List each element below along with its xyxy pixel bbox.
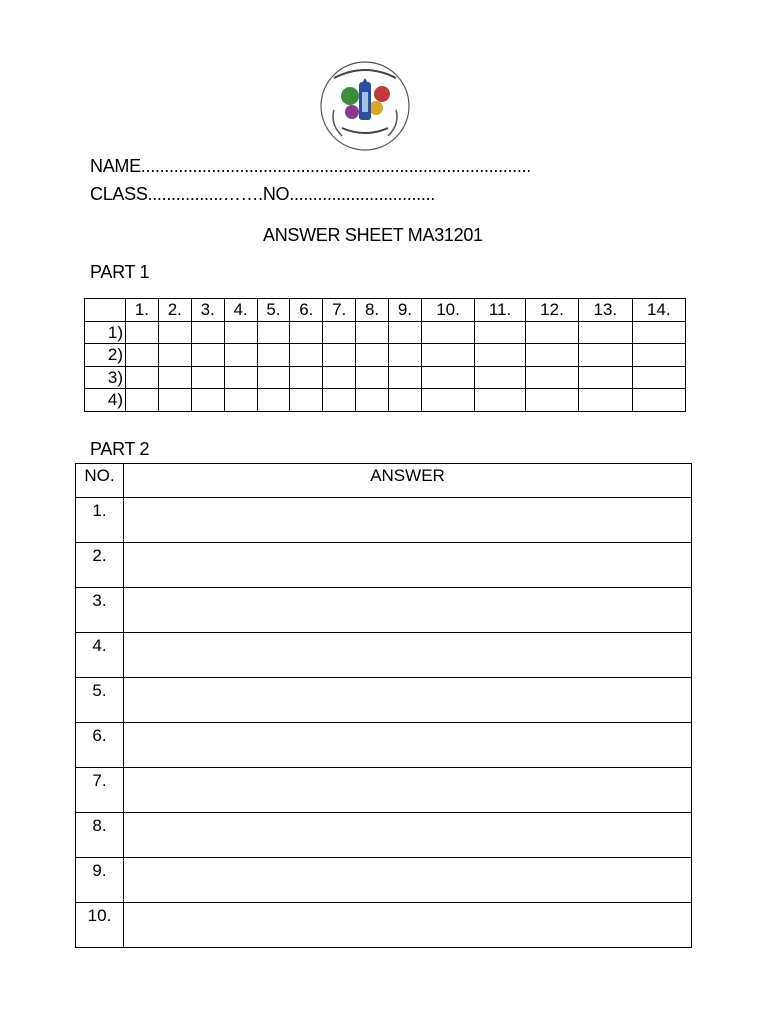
part1-col-header: 5. (257, 299, 290, 322)
part1-col-header: 2. (158, 299, 191, 322)
answer-cell[interactable] (158, 389, 191, 412)
part2-answer-cell[interactable] (124, 588, 692, 633)
answer-cell[interactable] (421, 389, 474, 412)
answer-cell[interactable] (525, 321, 578, 344)
answer-cell[interactable] (224, 321, 257, 344)
part2-label: PART 2 (90, 439, 150, 459)
part1-row (85, 344, 686, 367)
part2-row-number: 2. (76, 543, 124, 588)
part2-row (76, 813, 692, 858)
part2-row-number: 1. (76, 498, 124, 543)
answer-cell[interactable] (389, 344, 422, 367)
answer-cell[interactable] (632, 366, 685, 389)
answer-cell[interactable] (421, 321, 474, 344)
answer-cell[interactable] (579, 344, 632, 367)
answer-cell[interactable] (126, 389, 159, 412)
part1-col-header: 10. (421, 299, 474, 322)
answer-cell[interactable] (475, 321, 526, 344)
answer-cell[interactable] (191, 344, 224, 367)
school-logo (312, 58, 418, 158)
part1-col-header: 8. (356, 299, 389, 322)
answer-cell[interactable] (475, 389, 526, 412)
answer-cell[interactable] (290, 366, 323, 389)
part2-answer-cell[interactable] (124, 678, 692, 723)
part2-row-number: 10. (76, 903, 124, 948)
part2-row (76, 588, 692, 633)
part2-row (76, 543, 692, 588)
part1-row-label: 2) (85, 344, 126, 367)
answer-cell[interactable] (224, 366, 257, 389)
answer-cell[interactable] (257, 389, 290, 412)
part1-col-header: 13. (579, 299, 632, 322)
answer-cell[interactable] (126, 344, 159, 367)
answer-cell[interactable] (191, 366, 224, 389)
part1-row (85, 321, 686, 344)
part2-row-number: 5. (76, 678, 124, 723)
answer-cell[interactable] (290, 344, 323, 367)
part2-answer-cell[interactable] (124, 498, 692, 543)
part2-answer-cell[interactable] (124, 903, 692, 948)
part1-col-header: 9. (389, 299, 422, 322)
answer-cell[interactable] (290, 389, 323, 412)
part2-row (76, 678, 692, 723)
answer-cell[interactable] (579, 366, 632, 389)
answer-cell[interactable] (126, 366, 159, 389)
answer-cell[interactable] (525, 389, 578, 412)
answer-cell[interactable] (525, 366, 578, 389)
answer-cell[interactable] (323, 366, 356, 389)
part2-answer-cell[interactable] (124, 543, 692, 588)
part2-no-header: NO. (76, 464, 124, 498)
answer-cell[interactable] (158, 344, 191, 367)
answer-cell[interactable] (475, 344, 526, 367)
part2-row (76, 903, 692, 948)
part1-row (85, 366, 686, 389)
answer-cell[interactable] (632, 344, 685, 367)
answer-cell[interactable] (323, 321, 356, 344)
part2-row (76, 768, 692, 813)
part2-answer-cell[interactable] (124, 723, 692, 768)
name-label: NAME................................................................................... (90, 156, 531, 176)
part2-header-row (76, 464, 692, 498)
part1-row (85, 389, 686, 412)
part2-row-number: 9. (76, 858, 124, 903)
answer-cell[interactable] (579, 389, 632, 412)
part2-row-number: 3. (76, 588, 124, 633)
answer-cell[interactable] (525, 344, 578, 367)
class-no-field (90, 184, 435, 205)
name-field (90, 156, 531, 177)
answer-cell[interactable] (421, 344, 474, 367)
part2-answer-cell[interactable] (124, 633, 692, 678)
answer-cell[interactable] (632, 389, 685, 412)
answer-cell[interactable] (356, 366, 389, 389)
part1-col-header: 14. (632, 299, 685, 322)
class-label: CLASS................ (90, 184, 223, 204)
part2-answer-cell[interactable] (124, 813, 692, 858)
part1-col-header: 3. (191, 299, 224, 322)
answer-cell[interactable] (389, 389, 422, 412)
answer-cell[interactable] (158, 366, 191, 389)
part2-answer-cell[interactable] (124, 858, 692, 903)
part1-row-label: 3) (85, 366, 126, 389)
part1-col-header: 6. (290, 299, 323, 322)
part1-row-label: 4) (85, 389, 126, 412)
part1-row-label: 1) (85, 321, 126, 344)
part1-col-header: 11. (475, 299, 526, 322)
part2-answer-table (75, 463, 692, 948)
page-title: ANSWER SHEET MA31201 (263, 225, 483, 245)
answer-cell[interactable] (356, 344, 389, 367)
answer-cell[interactable] (257, 344, 290, 367)
part2-row-number: 6. (76, 723, 124, 768)
part2-row (76, 858, 692, 903)
answer-cell[interactable] (579, 321, 632, 344)
part2-row (76, 633, 692, 678)
answer-cell[interactable] (475, 366, 526, 389)
part1-col-header: 7. (323, 299, 356, 322)
class-dots: ……. (222, 184, 263, 204)
part1-header-row (85, 299, 686, 322)
answer-cell[interactable] (224, 389, 257, 412)
part1-label: PART 1 (90, 262, 150, 282)
answer-cell[interactable] (191, 389, 224, 412)
part2-row-number: 7. (76, 768, 124, 813)
answer-cell[interactable] (632, 321, 685, 344)
answer-cell[interactable] (356, 321, 389, 344)
answer-cell[interactable] (356, 389, 389, 412)
answer-cell[interactable] (323, 344, 356, 367)
part1-corner-cell (85, 299, 126, 322)
part2-answer-header: ANSWER (124, 464, 692, 498)
answer-cell[interactable] (389, 366, 422, 389)
part2-row (76, 723, 692, 768)
part1-col-header: 12. (525, 299, 578, 322)
part1-col-header: 4. (224, 299, 257, 322)
answer-cell[interactable] (257, 321, 290, 344)
part2-row-number: 4. (76, 633, 124, 678)
answer-cell[interactable] (224, 344, 257, 367)
answer-cell[interactable] (191, 321, 224, 344)
part1-col-header: 1. (126, 299, 159, 322)
answer-cell[interactable] (290, 321, 323, 344)
answer-cell[interactable] (257, 366, 290, 389)
part2-answer-cell[interactable] (124, 768, 692, 813)
answer-cell[interactable] (126, 321, 159, 344)
part1-answer-grid (84, 298, 686, 412)
part2-row-number: 8. (76, 813, 124, 858)
answer-cell[interactable] (421, 366, 474, 389)
part2-row (76, 498, 692, 543)
answer-cell[interactable] (323, 389, 356, 412)
answer-cell[interactable] (158, 321, 191, 344)
no-label: NO............................... (262, 184, 435, 204)
answer-cell[interactable] (389, 321, 422, 344)
